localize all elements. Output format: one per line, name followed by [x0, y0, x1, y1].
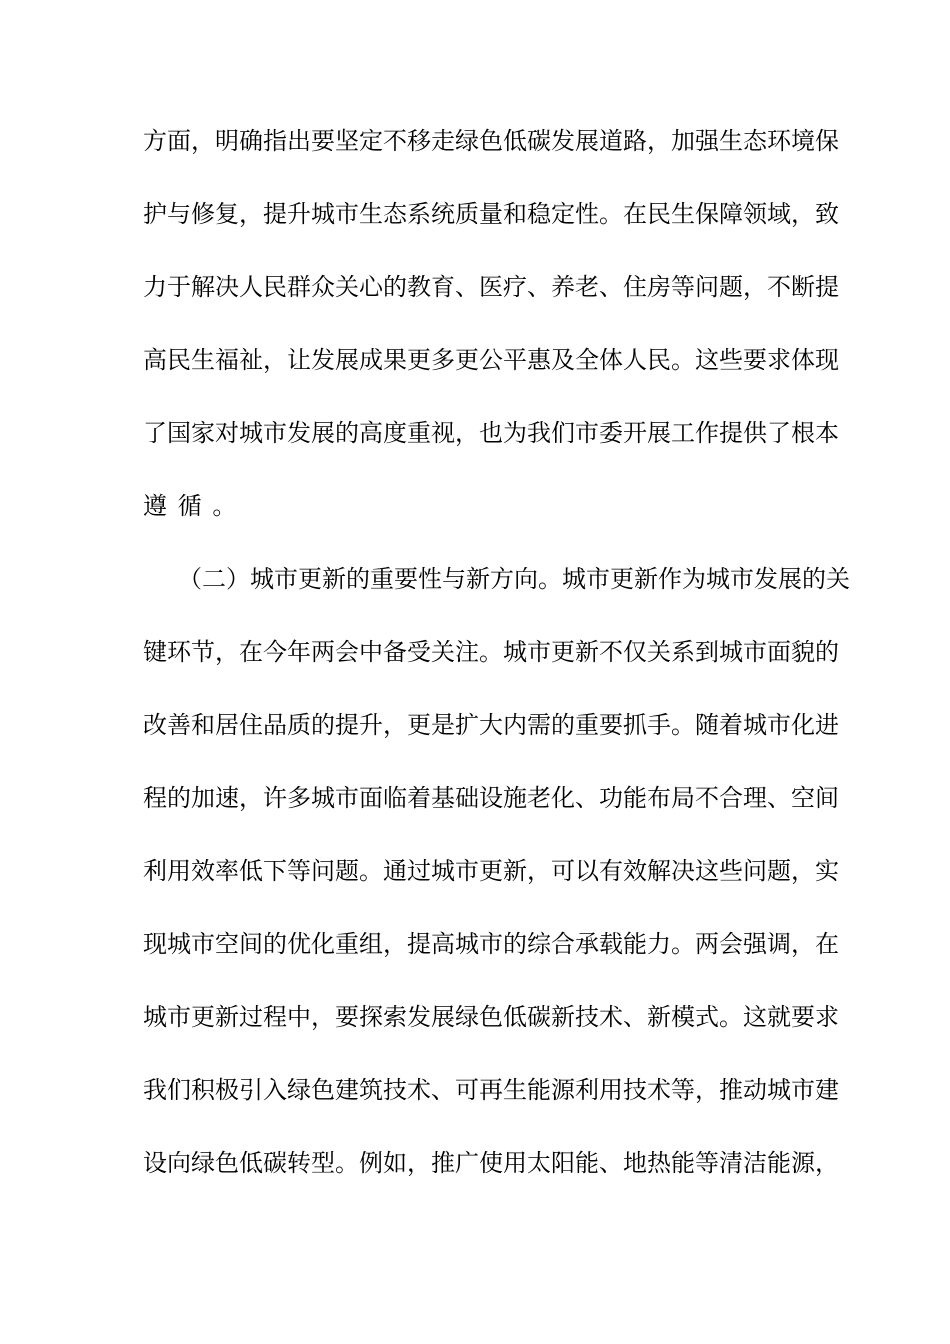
paragraph-line: 利 用 效 率 低 下 等 问 题 。 通 过 城 市 更 新 ， 可 以 有 效 解 决 这 些 问 题 ， 实	[143, 857, 839, 885]
paragraph-line: 程 的 加 速 ， 许 多 城 市 面 临 着 基 础 设 施 老 化 、 功 能 布 局 不 合 理 、 空 间	[143, 784, 839, 812]
paragraph-line: 遵循。	[143, 492, 248, 520]
paragraph-line: 设 向 绿 色 低 碳 转 型 。 例 如 ， 推 广 使 用 太 阳 能 、 地 热 能 等 清 洁 能 源 ，	[143, 1149, 839, 1177]
paragraph-line: 方 面 ， 明 确 指 出 要 坚 定 不 移 走 绿 色 低 碳 发 展 道 路 ， 加 强 生 态 环 境 保	[143, 127, 839, 155]
paragraph-line: 力 于 解 决 人 民 群 众 关 心 的 教 育 、 医 疗 、 养 老 、 住 房 等 问 题 ， 不 断 提	[143, 273, 839, 301]
paragraph-line: 我 们 积 极 引 入 绿 色 建 筑 技 术 、 可 再 生 能 源 利 用 技 术 等 ， 推 动 城 市 建	[143, 1076, 839, 1104]
paragraph-line: 改 善 和 居 住 品 质 的 提 升 ， 更 是 扩 大 内 需 的 重 要 抓 手 。 随 着 城 市 化 进	[143, 711, 839, 739]
section-heading-line: （ 二 ） 城 市 更 新 的 重 要 性 与 新 方 向 。 城 市 更 新 作 为 城 市 发 展 的 关	[178, 565, 850, 593]
paragraph-line: 了 国 家 对 城 市 发 展 的 高 度 重 视 ， 也 为 我 们 市 委 开 展 工 作 提 供 了 根 本	[143, 419, 839, 447]
paragraph-line: 护 与 修 复 ， 提 升 城 市 生 态 系 统 质 量 和 稳 定 性 。 在 民 生 保 障 领 域 ， 致	[143, 200, 839, 228]
paragraph-line: 城 市 更 新 过 程 中 ， 要 探 索 发 展 绿 色 低 碳 新 技 术 、 新 模 式 。 这 就 要 求	[143, 1003, 839, 1031]
paragraph-line: 键 环 节 ， 在 今 年 两 会 中 备 受 关 注 。 城 市 更 新 不 仅 关 系 到 城 市 面 貌 的	[143, 638, 839, 666]
paragraph-line: 现 城 市 空 间 的 优 化 重 组 ， 提 高 城 市 的 综 合 承 载 能 力 。 两 会 强 调 ， 在	[143, 930, 839, 958]
paragraph-line: 高 民 生 福 祉 ， 让 发 展 成 果 更 多 更 公 平 惠 及 全 体 人 民 。 这 些 要 求 体 现	[143, 346, 839, 374]
